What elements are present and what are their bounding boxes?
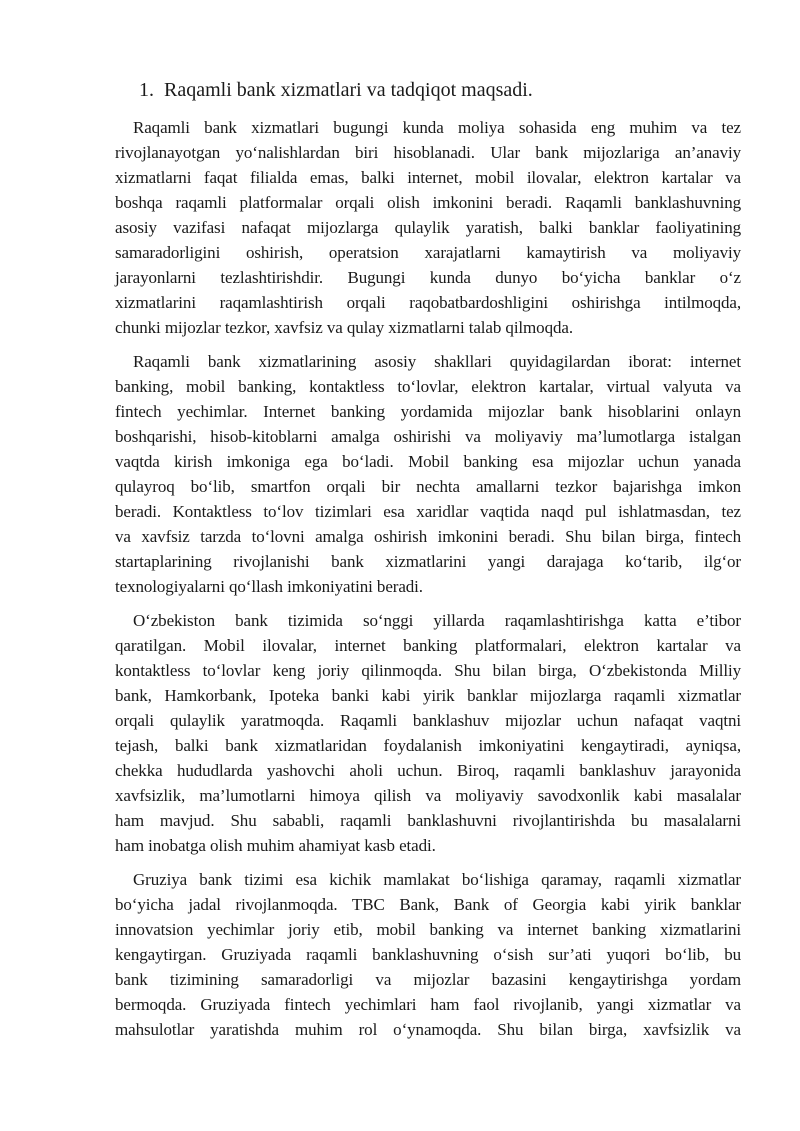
text-line: jarayonlarni tezlashtirishdir. Bugungi kunda dunyo bo‘yicha banklar o‘z [115,268,741,287]
text-line: Raqamli bank xizmatlarining asosiy shakllari quyidagilardan iborat: internet [133,352,741,371]
text-line: samaradorligini oshirish, operatsion xarajatlarni kamaytirish va moliyaviy [115,243,741,262]
text-line: kontaktless to‘lovlar keng joriy qilinmoqda. Shu bilan birga, O‘zbekistonda Milliy [115,661,741,680]
body-text [115,115,741,1051]
text-line: boshqarishi, hisob-kitoblarni amalga oshirishi va moliyaviy ma’lumotlarga istalgan [115,427,741,446]
text-line: qulayroq bo‘lib, smartfon orqali bir nechta amallarni tezkor bajarishga imkon [115,477,741,496]
text-line: bermoqda. Gruziyada fintech yechimlari ham faol rivojlanib, yangi xizmatlar va [115,995,741,1014]
text-line: orqali qulaylik yaratmoqda. Raqamli banklashuv mijozlar uchun nafaqat vaqtni [115,711,741,730]
text-line: xizmatlarni faqat filialda emas, balki internet, mobil ilovalar, elektron kartalar va [115,168,741,187]
text-line: kengaytirgan. Gruziyada raqamli banklashuvning o‘sish sur’ati yuqori bo‘lib, bu [115,945,741,964]
paragraph [115,867,741,1042]
text-line: ham inobatga olish muhim ahamiyat kasb etadi. [115,836,436,855]
text-line: boshqa raqamli platformalar orqali olish imkonini beradi. Raqamli banklashuvning [115,193,741,212]
section-title: Raqamli bank xizmatlari va tadqiqot maqsadi. [164,79,533,101]
text-line: ham mavjud. Shu sababli, raqamli banklashuvni rivojlantirishda bu masalalarni [115,811,741,830]
paragraph [115,349,741,599]
paragraph [115,608,741,858]
text-line: Gruziya bank tizimi esa kichik mamlakat bo‘lishiga qaramay, raqamli xizmatlar [133,870,741,889]
text-line: chekka hududlarda yashovchi aholi uchun. Biroq, raqamli banklashuv jarayonida [115,761,741,780]
text-line: O‘zbekiston bank tizimida so‘nggi yillarda raqamlashtirishga katta e’tibor [133,611,741,630]
text-line: asosiy vazifasi nafaqat mijozlarga qulaylik yaratish, balki banklar faoliyatining [115,218,741,237]
text-line: chunki mijozlar tezkor, xavfsiz va qulay xizmatlarni talab qilmoqda. [115,318,573,337]
text-line: va xavfsiz tarzda to‘lovni amalga oshirish imkonini beradi. Shu bilan birga, fintech [115,527,741,546]
text-line: xizmatlarini raqamlashtirish orqali raqobatbardoshligini oshirishga intilmoqda, [115,293,741,312]
text-line: texnologiyalarni qo‘llash imkoniyatini beradi. [115,577,423,596]
text-line: tejash, balki bank xizmatlaridan foydalanish imkoniyatini kengaytiradi, ayniqsa, [115,736,741,755]
text-line: Raqamli bank xizmatlari bugungi kunda moliya sohasida eng muhim va tez [133,118,741,137]
text-line: banking, mobil banking, kontaktless to‘lovlar, elektron kartalar, virtual valyuta va [115,377,741,396]
paragraph [115,115,741,340]
text-line: fintech yechimlar. Internet banking yordamida mijozlar bank hisoblarini onlayn [115,402,741,421]
text-line: innovatsion yechimlar joriy etib, mobil banking va internet banking xizmatlarini [115,920,741,939]
section-heading [139,76,533,104]
text-line: mahsulotlar yaratishda muhim rol o‘ynamoqda. Shu bilan birga, xavfsizlik va [115,1020,741,1039]
text-line: qaratilgan. Mobil ilovalar, internet banking platformalari, elektron kartalar va [115,636,741,655]
text-line: bo‘yicha jadal rivojlanmoqda. TBC Bank, Bank of Georgia kabi yirik banklar [115,895,741,914]
text-line: beradi. Kontaktless to‘lov tizimlari esa xaridlar vaqtida naqd pul ishlatmasdan, tez [115,502,741,521]
section-number: 1. [139,79,154,101]
text-line: startaplarining rivojlanishi bank xizmatlarini yangi darajaga ko‘tarib, ilg‘or [115,552,741,571]
text-line: rivojlanayotgan yo‘nalishlardan biri hisoblanadi. Ular bank mijozlariga an’anaviy [115,143,741,162]
text-line: vaqtda kirish imkoniga ega bo‘ladi. Mobil banking esa mijozlar uchun yanada [115,452,741,471]
text-line: bank tizimining samaradorligi va mijozlar bazasini kengaytirishga yordam [115,970,741,989]
text-line: xavfsizlik, ma’lumotlarni himoya qilish va moliyaviy savodxonlik kabi masalalar [115,786,741,805]
text-line: bank, Hamkorbank, Ipoteka banki kabi yirik banklar mijozlarga raqamli xizmatlar [115,686,741,705]
